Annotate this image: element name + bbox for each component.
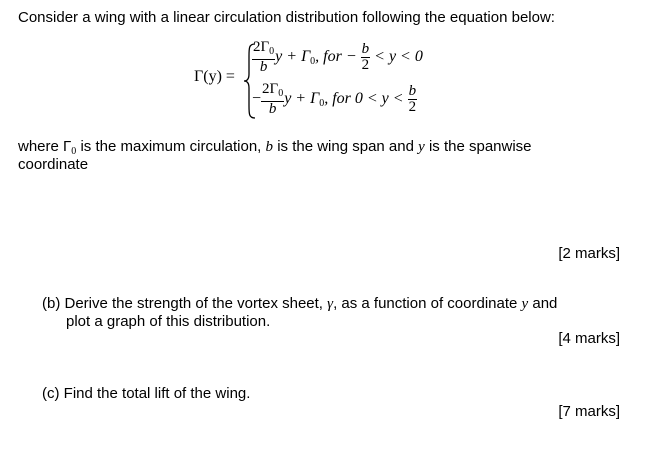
marks-part-b: [4 marks]: [558, 330, 620, 347]
equation-case-2: [252, 82, 417, 117]
part-b-gamma: γ: [327, 296, 334, 312]
where-part1: where Γ: [18, 138, 72, 155]
case2-lead: −: [252, 90, 262, 108]
equation-lhs: Γ(y) =: [194, 68, 235, 85]
case1-frac-den: b: [252, 59, 275, 75]
case2-frac-num-sub: 0: [278, 88, 284, 99]
case1-frac-num: 2Γ: [253, 39, 270, 55]
part-c-text: (c) Find the total lift of the wing.: [42, 385, 251, 402]
where-part4: is the spanwise: [424, 138, 532, 155]
case1-bound-den: 2: [361, 57, 370, 73]
case1-bound-num: b: [361, 41, 370, 57]
case1-tail: < y < 0: [374, 48, 423, 66]
case2-mid: y + Γ: [284, 90, 320, 108]
case1-bound-fraction: [361, 42, 371, 73]
part-b-line-2: plot a graph of this distribution.: [66, 313, 271, 330]
where-part2: is the maximum circulation,: [76, 138, 266, 155]
where-y: y: [418, 139, 425, 155]
case1-frac-num-sub: 0: [269, 46, 275, 57]
case1-mid: y + Γ: [275, 48, 311, 66]
case2-mid-sub: 0: [319, 98, 325, 110]
where-part3: is the wing span and: [273, 138, 419, 155]
part-b-y: y: [521, 296, 529, 312]
case1-coefficient-fraction: [252, 40, 275, 75]
case2-bound-num: b: [408, 83, 417, 99]
where-sub: 0: [71, 146, 77, 157]
case2-coefficient-fraction: [261, 82, 284, 117]
where-b: b: [265, 139, 274, 155]
case1-mid-sub: 0: [310, 56, 316, 68]
marks-part-a: [2 marks]: [558, 245, 620, 262]
part-b-mid: , as a function of coordinate: [333, 295, 522, 312]
part-b-post: and: [528, 295, 558, 312]
equation-case-1: [252, 40, 423, 75]
where-line-2: coordinate: [18, 156, 89, 173]
case2-bound-den: 2: [408, 99, 417, 115]
case2-bound-fraction: [408, 84, 418, 115]
where-line-1: [18, 138, 532, 161]
case1-for: , for −: [315, 48, 357, 66]
part-b-pre: (b) Derive the strength of the vortex sheet,: [42, 295, 328, 312]
marks-part-c: [7 marks]: [558, 403, 620, 420]
case2-frac-den: b: [261, 101, 284, 117]
case2-for: , for 0 < y <: [324, 90, 404, 108]
part-b-line-1: [42, 295, 557, 313]
case2-frac-num: 2Γ: [262, 81, 279, 97]
intro-text: Consider a wing with a linear circulation distribution following the equation below:: [18, 9, 555, 26]
